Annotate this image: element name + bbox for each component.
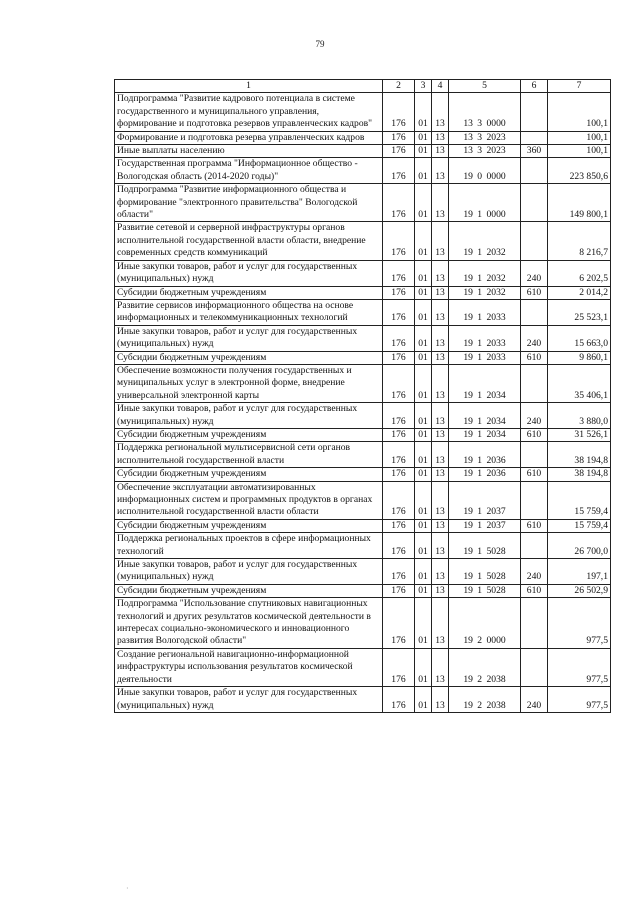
table-body [115,93,611,713]
cell-vr [521,158,548,184]
cell-pr: 13 [432,158,449,184]
header-cell-name: 1 [115,80,383,93]
cell-vr [521,299,548,325]
cell-vr [521,131,548,144]
cell-vr: 240 [521,260,548,286]
cell-rz: 01 [415,351,432,364]
cell-grbs: 176 [383,158,415,184]
cell-sum: 15 663,0 [548,325,611,351]
cell-csr: 19 1 2032 [449,260,521,286]
cell-grbs: 176 [383,260,415,286]
cell-vr [521,364,548,402]
cell-sum: 100,1 [548,93,611,131]
cell-sum: 2 014,2 [548,286,611,299]
cell-vr [521,533,548,559]
cell-grbs: 176 [383,325,415,351]
cell-vr: 240 [521,403,548,429]
cell-pr: 13 [432,428,449,441]
cell-pr: 13 [432,468,449,481]
cell-rz: 01 [415,299,432,325]
cell-pr: 13 [432,559,449,585]
table-row [115,428,611,441]
cell-sum: 15 759,4 [548,481,611,519]
cell-rz: 01 [415,131,432,144]
cell-grbs: 176 [383,648,415,686]
cell-csr: 13 3 0000 [449,93,521,131]
cell-csr: 19 1 2036 [449,442,521,468]
header-cell-vr: 6 [521,80,548,93]
cell-rz: 01 [415,468,432,481]
cell-grbs: 176 [383,145,415,158]
cell-csr: 19 1 0000 [449,184,521,222]
cell-sum: 31 526,1 [548,428,611,441]
table-row [115,364,611,402]
cell-csr: 19 2 2038 [449,687,521,713]
cell-grbs: 176 [383,598,415,649]
cell-csr: 19 1 2033 [449,351,521,364]
cell-csr: 19 1 2032 [449,222,521,260]
cell-vr: 240 [521,559,548,585]
table-row [115,131,611,144]
cell-name: Иные выплаты населению [115,145,383,158]
header-cell-grbs: 2 [383,80,415,93]
cell-name: Подпрограмма "Развитие информационного общества и формирование "электронного правительства" Вологодской области" [115,184,383,222]
cell-csr: 13 3 2023 [449,145,521,158]
table-row [115,184,611,222]
cell-name: Обеспечение эксплуатации автоматизированных информационных систем и программных продуктов в органах исполнительной государственной власти области [115,481,383,519]
cell-grbs: 176 [383,299,415,325]
cell-sum: 26 700,0 [548,533,611,559]
cell-name: Субсидии бюджетным учреждениям [115,351,383,364]
cell-csr: 19 1 2037 [449,519,521,532]
cell-csr: 13 3 2023 [449,131,521,144]
cell-pr: 13 [432,184,449,222]
cell-rz: 01 [415,648,432,686]
cell-vr: 360 [521,145,548,158]
cell-csr: 19 1 2034 [449,403,521,429]
cell-grbs: 176 [383,222,415,260]
cell-name: Субсидии бюджетным учреждениям [115,584,383,597]
cell-sum: 977,5 [548,598,611,649]
table-row [115,584,611,597]
table-row [115,481,611,519]
cell-name: Государственная программа "Информационное общество - Вологодская область (2014-2020 годы)" [115,158,383,184]
cell-csr: 19 1 5028 [449,559,521,585]
table-row [115,299,611,325]
cell-sum: 38 194,8 [548,442,611,468]
cell-vr [521,442,548,468]
cell-pr: 13 [432,145,449,158]
cell-rz: 01 [415,442,432,468]
cell-grbs: 176 [383,442,415,468]
cell-rz: 01 [415,428,432,441]
cell-csr: 19 1 2037 [449,481,521,519]
cell-pr: 13 [432,131,449,144]
header-row [115,80,611,93]
cell-pr: 13 [432,351,449,364]
cell-grbs: 176 [383,286,415,299]
cell-name: Субсидии бюджетным учреждениям [115,468,383,481]
cell-rz: 01 [415,93,432,131]
cell-vr: 240 [521,687,548,713]
cell-csr: 19 1 2034 [449,428,521,441]
cell-name: Субсидии бюджетным учреждениям [115,428,383,441]
cell-name: Иные закупки товаров, работ и услуг для государственных (муниципальных) нужд [115,687,383,713]
cell-rz: 01 [415,481,432,519]
cell-vr [521,93,548,131]
table-row [115,351,611,364]
cell-grbs: 176 [383,687,415,713]
cell-vr [521,222,548,260]
cell-rz: 01 [415,222,432,260]
cell-name: Поддержка региональной мультисервисной сети органов исполнительной государственной власти [115,442,383,468]
cell-grbs: 176 [383,131,415,144]
cell-sum: 223 850,6 [548,158,611,184]
cell-vr: 610 [521,351,548,364]
header-cell-csr: 5 [449,80,521,93]
budget-table [114,79,611,713]
cell-vr: 610 [521,584,548,597]
cell-rz: 01 [415,158,432,184]
cell-name: Развитие сетевой и серверной инфраструктуры органов исполнительной государственной власти области, внедрение современных средств коммуникаций [115,222,383,260]
cell-csr: 19 1 2036 [449,468,521,481]
table-row [115,325,611,351]
cell-csr: 19 2 2038 [449,648,521,686]
table-row [115,145,611,158]
cell-sum: 100,1 [548,145,611,158]
cell-name: Обеспечение возможности получения государственных и муниципальных услуг в электронной форме, внедрение универсальной электронной карты [115,364,383,402]
footer-mark: · [126,884,129,893]
cell-vr: 610 [521,286,548,299]
cell-csr: 19 1 2033 [449,325,521,351]
cell-pr: 13 [432,222,449,260]
table-row [115,468,611,481]
table-row [115,687,611,713]
cell-pr: 13 [432,286,449,299]
cell-grbs: 176 [383,559,415,585]
page-number: 79 [315,39,325,49]
cell-name: Иные закупки товаров, работ и услуг для государственных (муниципальных) нужд [115,325,383,351]
cell-pr: 13 [432,299,449,325]
cell-vr: 610 [521,428,548,441]
cell-vr [521,481,548,519]
header-cell-sum: 7 [548,80,611,93]
cell-rz: 01 [415,533,432,559]
table-row [115,533,611,559]
cell-name: Субсидии бюджетным учреждениям [115,519,383,532]
cell-grbs: 176 [383,533,415,559]
header-cell-rz: 3 [415,80,432,93]
cell-sum: 35 406,1 [548,364,611,402]
cell-rz: 01 [415,687,432,713]
cell-sum: 26 502,9 [548,584,611,597]
cell-rz: 01 [415,598,432,649]
cell-sum: 8 216,7 [548,222,611,260]
cell-vr: 610 [521,468,548,481]
cell-name: Подпрограмма "Использование спутниковых навигационных технологий и других результатов космической деятельности в интересах социально-экономического и инновационного развития Вологодской области" [115,598,383,649]
cell-sum: 6 202,5 [548,260,611,286]
cell-name: Иные закупки товаров, работ и услуг для государственных (муниципальных) нужд [115,559,383,585]
cell-name: Иные закупки товаров, работ и услуг для государственных (муниципальных) нужд [115,403,383,429]
cell-csr: 19 1 2033 [449,299,521,325]
cell-rz: 01 [415,286,432,299]
table-row [115,286,611,299]
table-row [115,158,611,184]
cell-grbs: 176 [383,351,415,364]
cell-grbs: 176 [383,468,415,481]
cell-pr: 13 [432,93,449,131]
table-row [115,519,611,532]
cell-rz: 01 [415,260,432,286]
cell-grbs: 176 [383,481,415,519]
cell-name: Создание региональной навигационно-информационной инфраструктуры использования результатов космической деятельности [115,648,383,686]
table-row [115,559,611,585]
cell-sum: 3 880,0 [548,403,611,429]
cell-rz: 01 [415,559,432,585]
cell-sum: 25 523,1 [548,299,611,325]
cell-rz: 01 [415,584,432,597]
cell-grbs: 176 [383,403,415,429]
cell-name: Формирование и подготовка резерва управленческих кадров [115,131,383,144]
cell-sum: 977,5 [548,648,611,686]
cell-pr: 13 [432,687,449,713]
cell-name: Субсидии бюджетным учреждениям [115,286,383,299]
cell-pr: 13 [432,442,449,468]
cell-grbs: 176 [383,584,415,597]
cell-rz: 01 [415,325,432,351]
table-row [115,93,611,131]
cell-name: Поддержка региональных проектов в сфере информационных технологий [115,533,383,559]
cell-vr [521,648,548,686]
cell-csr: 19 1 2034 [449,364,521,402]
cell-grbs: 176 [383,184,415,222]
cell-pr: 13 [432,533,449,559]
cell-sum: 977,5 [548,687,611,713]
table-row [115,598,611,649]
cell-csr: 19 1 2032 [449,286,521,299]
cell-pr: 13 [432,325,449,351]
cell-name: Развитие сервисов информационного общества на основе информационных и телекоммуникационных технологий [115,299,383,325]
cell-rz: 01 [415,519,432,532]
cell-vr [521,184,548,222]
table-row [115,442,611,468]
table-row [115,260,611,286]
cell-grbs: 176 [383,519,415,532]
cell-csr: 19 0 0000 [449,158,521,184]
cell-name: Иные закупки товаров, работ и услуг для государственных (муниципальных) нужд [115,260,383,286]
table-row [115,648,611,686]
cell-grbs: 176 [383,428,415,441]
cell-sum: 38 194,8 [548,468,611,481]
cell-pr: 13 [432,481,449,519]
cell-rz: 01 [415,403,432,429]
cell-pr: 13 [432,403,449,429]
cell-pr: 13 [432,584,449,597]
table-row [115,403,611,429]
cell-vr: 610 [521,519,548,532]
cell-vr: 240 [521,325,548,351]
cell-csr: 19 1 5028 [449,533,521,559]
cell-sum: 15 759,4 [548,519,611,532]
cell-sum: 9 860,1 [548,351,611,364]
cell-pr: 13 [432,519,449,532]
cell-csr: 19 1 5028 [449,584,521,597]
cell-sum: 197,1 [548,559,611,585]
cell-pr: 13 [432,598,449,649]
cell-vr [521,598,548,649]
cell-pr: 13 [432,648,449,686]
cell-pr: 13 [432,260,449,286]
cell-rz: 01 [415,364,432,402]
cell-rz: 01 [415,184,432,222]
cell-sum: 100,1 [548,131,611,144]
cell-pr: 13 [432,364,449,402]
cell-name: Подпрограмма "Развитие кадрового потенциала в системе государственного и муниципального управления, формирование и подготовка резервов управленческих кадров" [115,93,383,131]
cell-rz: 01 [415,145,432,158]
header-cell-pr: 4 [432,80,449,93]
cell-csr: 19 2 0000 [449,598,521,649]
table-row [115,222,611,260]
cell-grbs: 176 [383,93,415,131]
cell-grbs: 176 [383,364,415,402]
cell-sum: 149 800,1 [548,184,611,222]
